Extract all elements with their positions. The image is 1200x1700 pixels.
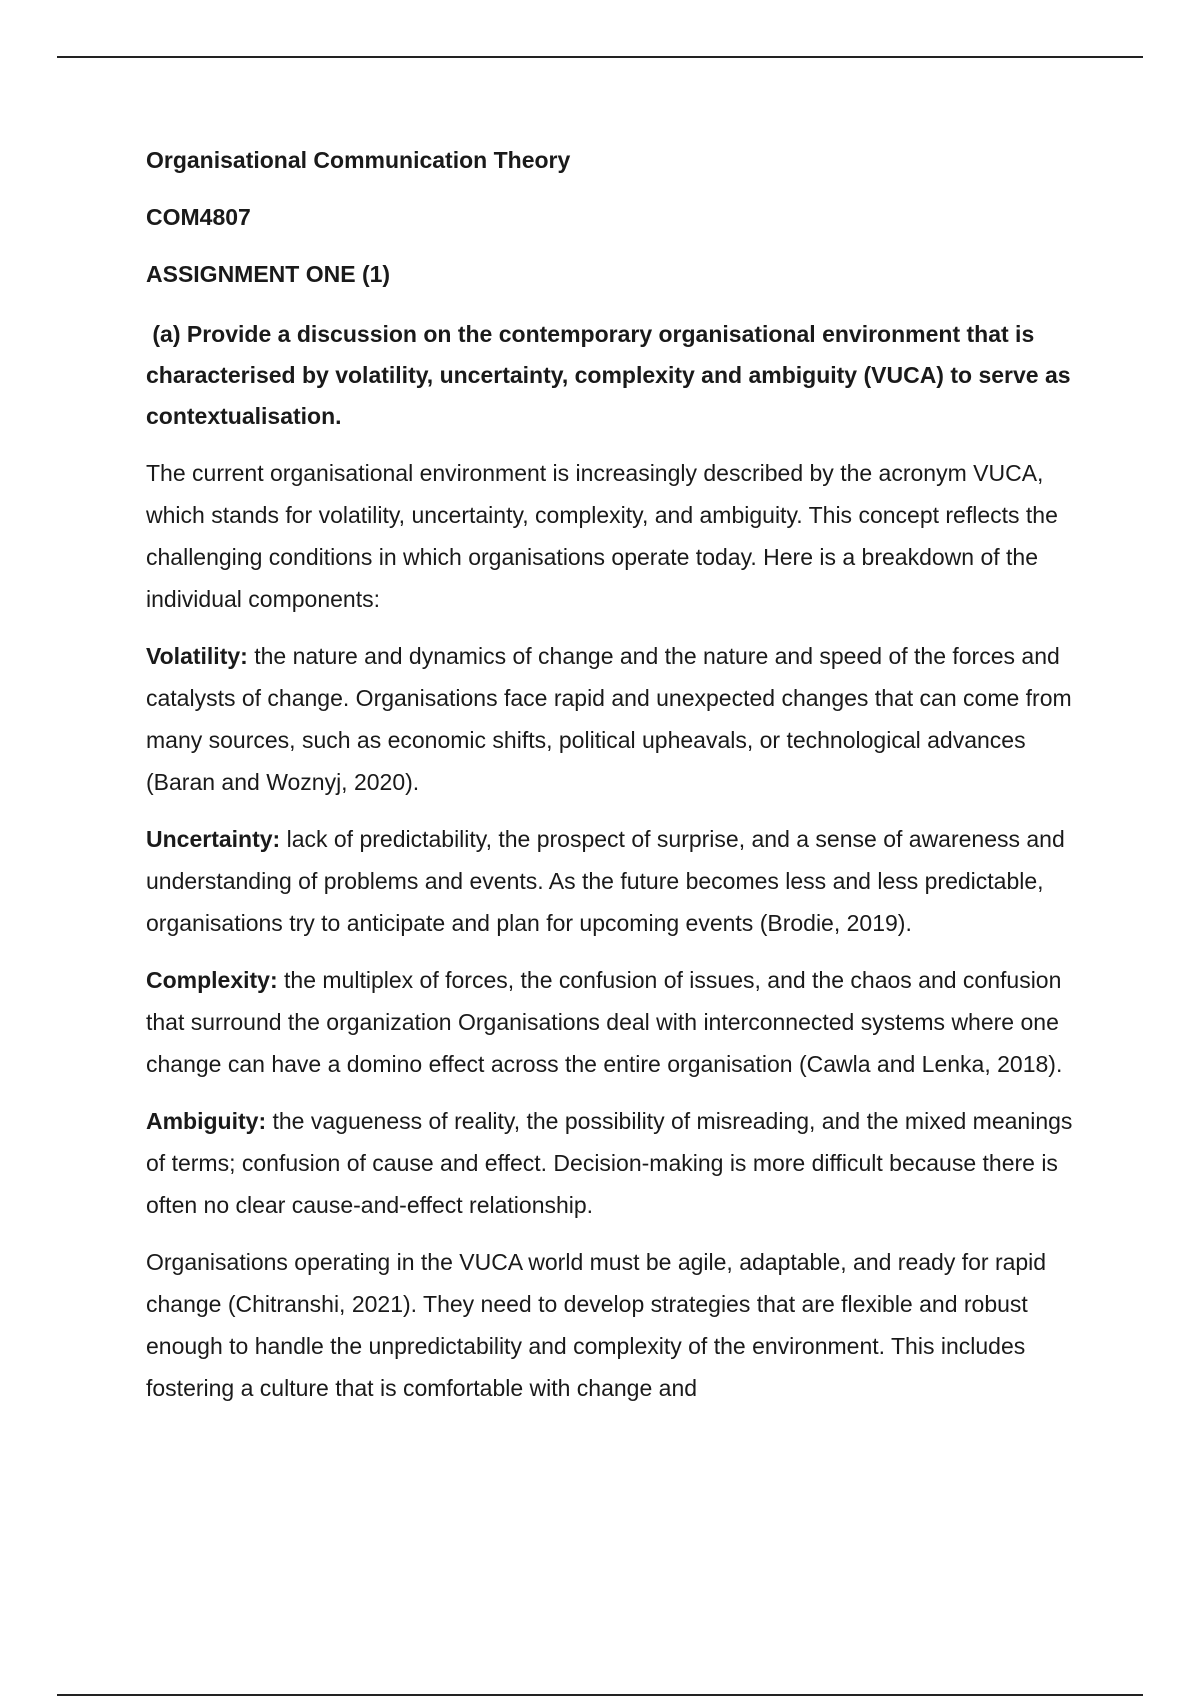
uncertainty-term: Uncertainty: <box>146 826 281 852</box>
question-prompt: (a) Provide a discussion on the contemporary organisational environment that is characterised by volatility, uncertainty, complexity and ambiguity (VUCA) to serve as contextualisation. <box>146 321 1077 429</box>
assignment-heading: ASSIGNMENT ONE (1) <box>146 261 391 287</box>
intro-paragraph: The current organisational environment is increasingly described by the acronym VUCA, which stands for volatility, uncertainty, complexity, and ambiguity. This concept reflects the challenging conditions in which organisations operate today. Here is a breakdown of the individual components: <box>146 460 1058 612</box>
closing-paragraph: Organisations operating in the VUCA world must be agile, adaptable, and ready for rapid change (Chitranshi, 2021). They need to develop strategies that are flexible and robust enough to handle the unpredictability and complexity of the environment. This includes fostering a culture that is comfortable with change and <box>146 1249 1047 1401</box>
ambiguity-paragraph <box>146 1100 1076 1226</box>
uncertainty-paragraph <box>146 818 1076 944</box>
course-title: Organisational Communication Theory <box>146 147 571 173</box>
complexity-paragraph <box>146 959 1076 1085</box>
course-code: COM4807 <box>146 204 251 230</box>
top-rule <box>57 56 1143 58</box>
document-body <box>146 143 1076 1424</box>
volatility-paragraph <box>146 635 1076 803</box>
bottom-rule <box>57 1694 1143 1696</box>
volatility-term: Volatility: <box>146 643 248 669</box>
uncertainty-text: lack of predictability, the prospect of surprise, and a sense of awareness and understanding of problems and events. As the future becomes less and less predictable, organisations try to anticipate and plan for upcoming events (Brodie, 2019). <box>146 826 1065 936</box>
ambiguity-term: Ambiguity: <box>146 1108 267 1134</box>
complexity-text: the multiplex of forces, the confusion of issues, and the chaos and confusion that surround the organization Organisations deal with interconnected systems where one change can have a domino effect across the entire organisation (Cawla and Lenka, 2018). <box>146 967 1063 1077</box>
ambiguity-text: the vagueness of reality, the possibility of misreading, and the mixed meanings of terms; confusion of cause and effect. Decision-making is more difficult because there is often no clear cause-and-effect relationship. <box>146 1108 1073 1218</box>
volatility-text: the nature and dynamics of change and the nature and speed of the forces and catalysts of change. Organisations face rapid and unexpected changes that can come from many sources, such as economic shifts, political upheavals, or technological advances (Baran and Woznyj, 2020). <box>146 643 1072 795</box>
complexity-term: Complexity: <box>146 967 278 993</box>
